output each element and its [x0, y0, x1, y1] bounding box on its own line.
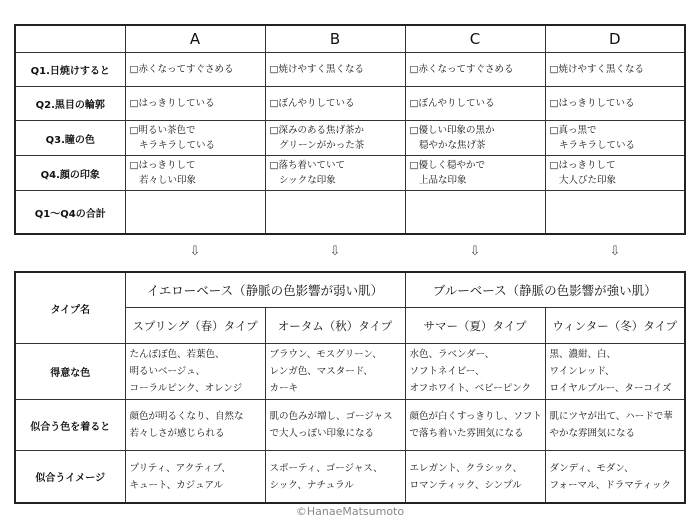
- option-text: □赤くなってすぐさめる: [409, 64, 514, 75]
- option-cell[interactable]: [545, 121, 685, 156]
- types-cell: [405, 451, 545, 504]
- option-cell[interactable]: [405, 121, 545, 156]
- option-text: □落ち着いていて: [269, 160, 345, 171]
- question-label: Q2.黒目の輪郭: [15, 87, 125, 121]
- type-name-label: タイプ名: [15, 272, 125, 344]
- option-cell[interactable]: [405, 87, 545, 121]
- quiz-corner: [15, 25, 125, 53]
- col-header-c: C: [405, 25, 545, 53]
- col-header-d: D: [545, 25, 685, 53]
- cell-line: ロマンティック、シンプル: [409, 479, 522, 491]
- option-text: □はっきりして: [549, 160, 616, 171]
- option-cell[interactable]: [405, 53, 545, 87]
- total-cell-b[interactable]: [265, 191, 405, 235]
- cell-line: レンガ色、マスタード、: [269, 366, 373, 377]
- option-cell[interactable]: [545, 87, 685, 121]
- option-text: □赤くなってすぐさめる: [129, 64, 234, 75]
- types-cell: [125, 400, 265, 451]
- option-cell[interactable]: [125, 156, 265, 191]
- types-cell: [125, 344, 265, 400]
- option-text: □はっきりしている: [549, 98, 635, 109]
- option-text: □ぼんやりしている: [409, 98, 495, 109]
- subtype-spring: スプリング（春）タイプ: [125, 308, 265, 344]
- cell-line: オフホワイト、ベビーピンク: [409, 383, 532, 394]
- cell-line: エレガント、クラシック、: [409, 462, 523, 474]
- option-cell[interactable]: [545, 156, 685, 191]
- option-text: 若々しい印象: [129, 175, 197, 186]
- option-text: □明るい茶色で: [129, 125, 196, 136]
- quiz-table: [14, 24, 686, 235]
- cell-line: ワインレッド、: [549, 366, 615, 377]
- types-cell: [265, 400, 405, 451]
- col-header-a: A: [125, 25, 265, 53]
- quiz-row: [15, 121, 685, 156]
- row-label: 似合うイメージ: [15, 451, 125, 504]
- types-cell: [265, 344, 405, 400]
- cell-line: コーラルピンク、オレンジ: [129, 383, 243, 394]
- cell-line: で落ち着いた雰囲気になる: [409, 428, 524, 439]
- types-cell: [405, 344, 545, 400]
- cell-line: シック、ナチュラル: [269, 479, 354, 491]
- option-cell[interactable]: [545, 53, 685, 87]
- quiz-row: [15, 156, 685, 191]
- total-cell-d[interactable]: [545, 191, 685, 235]
- cell-line: キュート、カジュアル: [129, 479, 224, 491]
- option-text: □はっきりしている: [129, 98, 215, 109]
- subtype-autumn: オータム（秋）タイプ: [265, 308, 405, 344]
- types-table: [14, 271, 686, 504]
- cell-line: やかな雰囲気になる: [549, 428, 636, 439]
- cell-line: カーキ: [269, 383, 299, 394]
- option-text: □優しく穏やかで: [409, 160, 485, 171]
- option-text: キラキラしている: [549, 140, 636, 151]
- cell-line: 肌にツヤが出て、ハードで華: [549, 411, 673, 422]
- row-label: 得意な色: [15, 344, 125, 400]
- option-text: 上品な印象: [409, 175, 467, 186]
- option-cell[interactable]: [265, 53, 405, 87]
- cell-line: ソフトネイビー、: [409, 366, 485, 377]
- types-cell: [545, 344, 685, 400]
- types-cell: [265, 451, 405, 504]
- types-cell: [125, 451, 265, 504]
- cell-line: 黒、濃紺、白、: [549, 349, 617, 360]
- option-cell[interactable]: [125, 121, 265, 156]
- copyright-text: ©HanaeMatsumoto: [295, 505, 405, 518]
- option-text: □焼けやすく黒くなる: [269, 64, 364, 75]
- cell-line: ブラウン、モスグリーン、: [269, 349, 382, 360]
- cell-line: 顔色が明るくなり、自然な: [129, 411, 244, 422]
- types-row: [15, 400, 685, 451]
- option-text: □深みのある焦げ茶か: [269, 125, 364, 136]
- question-label: Q1.日焼けすると: [15, 53, 125, 87]
- option-text: グリーンがかった茶: [269, 140, 365, 151]
- option-text: 大人びた印象: [549, 175, 617, 186]
- group-yellow-base: イエローベース（静脈の色影響が弱い肌）: [125, 272, 405, 308]
- quiz-row: [15, 53, 685, 87]
- cell-line: で大人っぽい印象になる: [269, 428, 375, 439]
- types-row: [15, 344, 685, 400]
- subtype-winter: ウィンター（冬）タイプ: [545, 308, 685, 344]
- types-cell: [405, 400, 545, 451]
- cell-line: ダンディ、モダン、: [549, 462, 634, 474]
- option-text: 穏やかな焦げ茶: [409, 140, 486, 151]
- down-arrow-icon: ⇩: [469, 244, 481, 259]
- cell-line: ロイヤルブルー、ターコイズ: [549, 383, 672, 394]
- down-arrow-icon: ⇩: [189, 244, 201, 259]
- option-text: シックな印象: [269, 175, 336, 186]
- option-cell[interactable]: [405, 156, 545, 191]
- row-label: 似合う色を着ると: [15, 400, 125, 451]
- cell-line: 顔色が白くすっきりし、ソフト: [409, 411, 542, 422]
- option-text: キラキラしている: [129, 140, 216, 151]
- col-header-b: B: [265, 25, 405, 53]
- option-cell[interactable]: [125, 53, 265, 87]
- cell-line: 水色、ラベンダー、: [409, 349, 495, 360]
- option-text: □優しい印象の黒か: [409, 125, 495, 136]
- total-label: Q1〜Q4の合計: [15, 191, 125, 235]
- question-label: Q4.顔の印象: [15, 156, 125, 191]
- types-cell: [545, 400, 685, 451]
- types-row: [15, 451, 685, 504]
- question-label: Q3.瞳の色: [15, 121, 125, 156]
- cell-line: 若々しさが感じられる: [129, 428, 225, 439]
- group-blue-base: ブルーベース（静脈の色影響が強い肌）: [405, 272, 685, 308]
- cell-line: プリティ、アクティブ、: [129, 462, 231, 474]
- down-arrow-icon: ⇩: [329, 244, 341, 259]
- option-text: □焼けやすく黒くなる: [549, 64, 644, 75]
- subtype-summer: サマー（夏）タイプ: [405, 308, 545, 344]
- option-cell[interactable]: [265, 87, 405, 121]
- total-cell-a[interactable]: [125, 191, 265, 235]
- option-text: □真っ黒で: [549, 125, 597, 136]
- option-cell[interactable]: [265, 156, 405, 191]
- types-cell: [545, 451, 685, 504]
- down-arrow-icon: ⇩: [609, 244, 621, 259]
- option-text: □はっきりして: [129, 160, 196, 171]
- cell-line: 明るいベージュ、: [129, 366, 206, 377]
- total-cell-c[interactable]: [405, 191, 545, 235]
- option-cell[interactable]: [265, 121, 405, 156]
- cell-line: 肌の色みが増し、ゴージャス: [269, 411, 393, 422]
- quiz-row: [15, 87, 685, 121]
- cell-line: フォーマル、ドラマティック: [549, 479, 672, 491]
- option-text: □ぼんやりしている: [269, 98, 355, 109]
- option-cell[interactable]: [125, 87, 265, 121]
- cell-line: たんぽぽ色、若葉色、: [129, 349, 225, 360]
- cell-line: スポーティ、ゴージャス、: [269, 462, 383, 474]
- quiz-total-row: [15, 191, 685, 235]
